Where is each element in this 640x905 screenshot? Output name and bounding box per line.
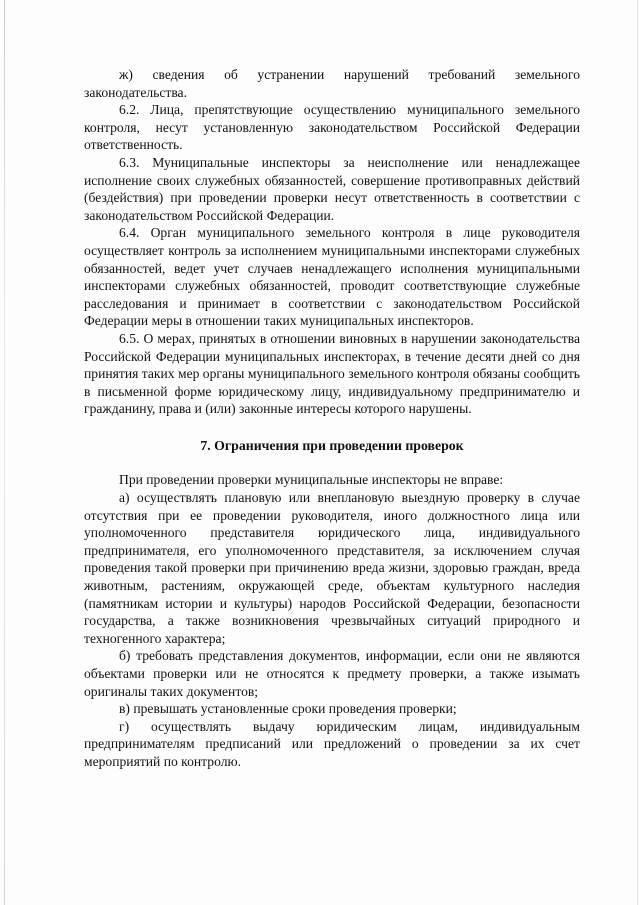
paragraph-item-b: б) требовать представления документов, информации, если они не являются объектами проверки или не относятся к предмету проверки, а также изымать оригиналы таких документов; <box>84 648 580 699</box>
paragraph-6-3: 6.3. Муниципальные инспекторы за неисполнение или ненадлежащее исполнение своих служебных обязанностей, совершение противоправных действий (бездействия) при проведении проверки несут ответственность в соответствии с законодательством Российской Федерации. <box>84 154 580 223</box>
document-body <box>84 66 580 771</box>
scan-edge-right <box>637 0 638 905</box>
paragraph-item-v: в) превышать установленные сроки проведения проверки; <box>119 701 457 717</box>
paragraph-item-g: г) осуществлять выдачу юридическим лицам, индивидуальным предпринимателям предписаний или предложений о проведении за их счет мероприятий по контролю. <box>84 718 580 769</box>
paragraph-item-zh: ж) сведения об устранении нарушений требований земельного законодательства. <box>84 67 580 100</box>
paragraph-6-4: 6.4. Орган муниципального земельного контроля в лице руководителя осуществляет контроль за исполнением муниципальными инспекторами служебных обязанностей, ведет учет случаев ненадлежащего исполнения муниципальными инспекторами служебных обязанностей, проводит соответствующие служебные расследования и принимает в соответствии с законодательством Российской Федерации меры в отношении таких муниципальных инспекторов. <box>84 225 580 329</box>
paragraph-6-2: 6.2. Лица, препятствующие осуществлению муниципального земельного контроля, несут установленную законодательством Российской Федерации ответственность. <box>84 102 580 153</box>
paragraph-intro: При проведении проверки муниципальные инспекторы не вправе: <box>119 472 504 488</box>
paragraph-item-a: а) осуществлять плановую или внеплановую выездную проверку в случае отсутствия при ее проведении руководителя, иного должностного лица или уполномоченного представителя юридического лица, индивидуального предпринимателя, его уполномоченного представителя, за исключением случая проведения такой проверки при причинению вреда жизни, здоровью граждан, вреда животным, растениям, окружающей среде, объектам культурного наследия (памятникам истории и культуры) народов Российской Федерации, безопасности государства, а также возникновения чрезвычайных ситуаций природного и техногенного характера; <box>84 490 580 646</box>
section-heading: 7. Ограничения при проведении проверок <box>200 437 464 453</box>
scan-edge-left <box>4 0 5 905</box>
paragraph-6-5: 6.5. О мерах, принятых в отношении виновных в нарушении законодательства Российской Федерации муниципальных инспекторах, в течение десяти дней со дня принятия таких мер органы муниципального земельного контроля обязаны сообщить в письменной форме юридическому лицу, индивидуальному предпринимателю и гражданину, права и (или) законные интересы которого нарушены. <box>84 330 580 417</box>
